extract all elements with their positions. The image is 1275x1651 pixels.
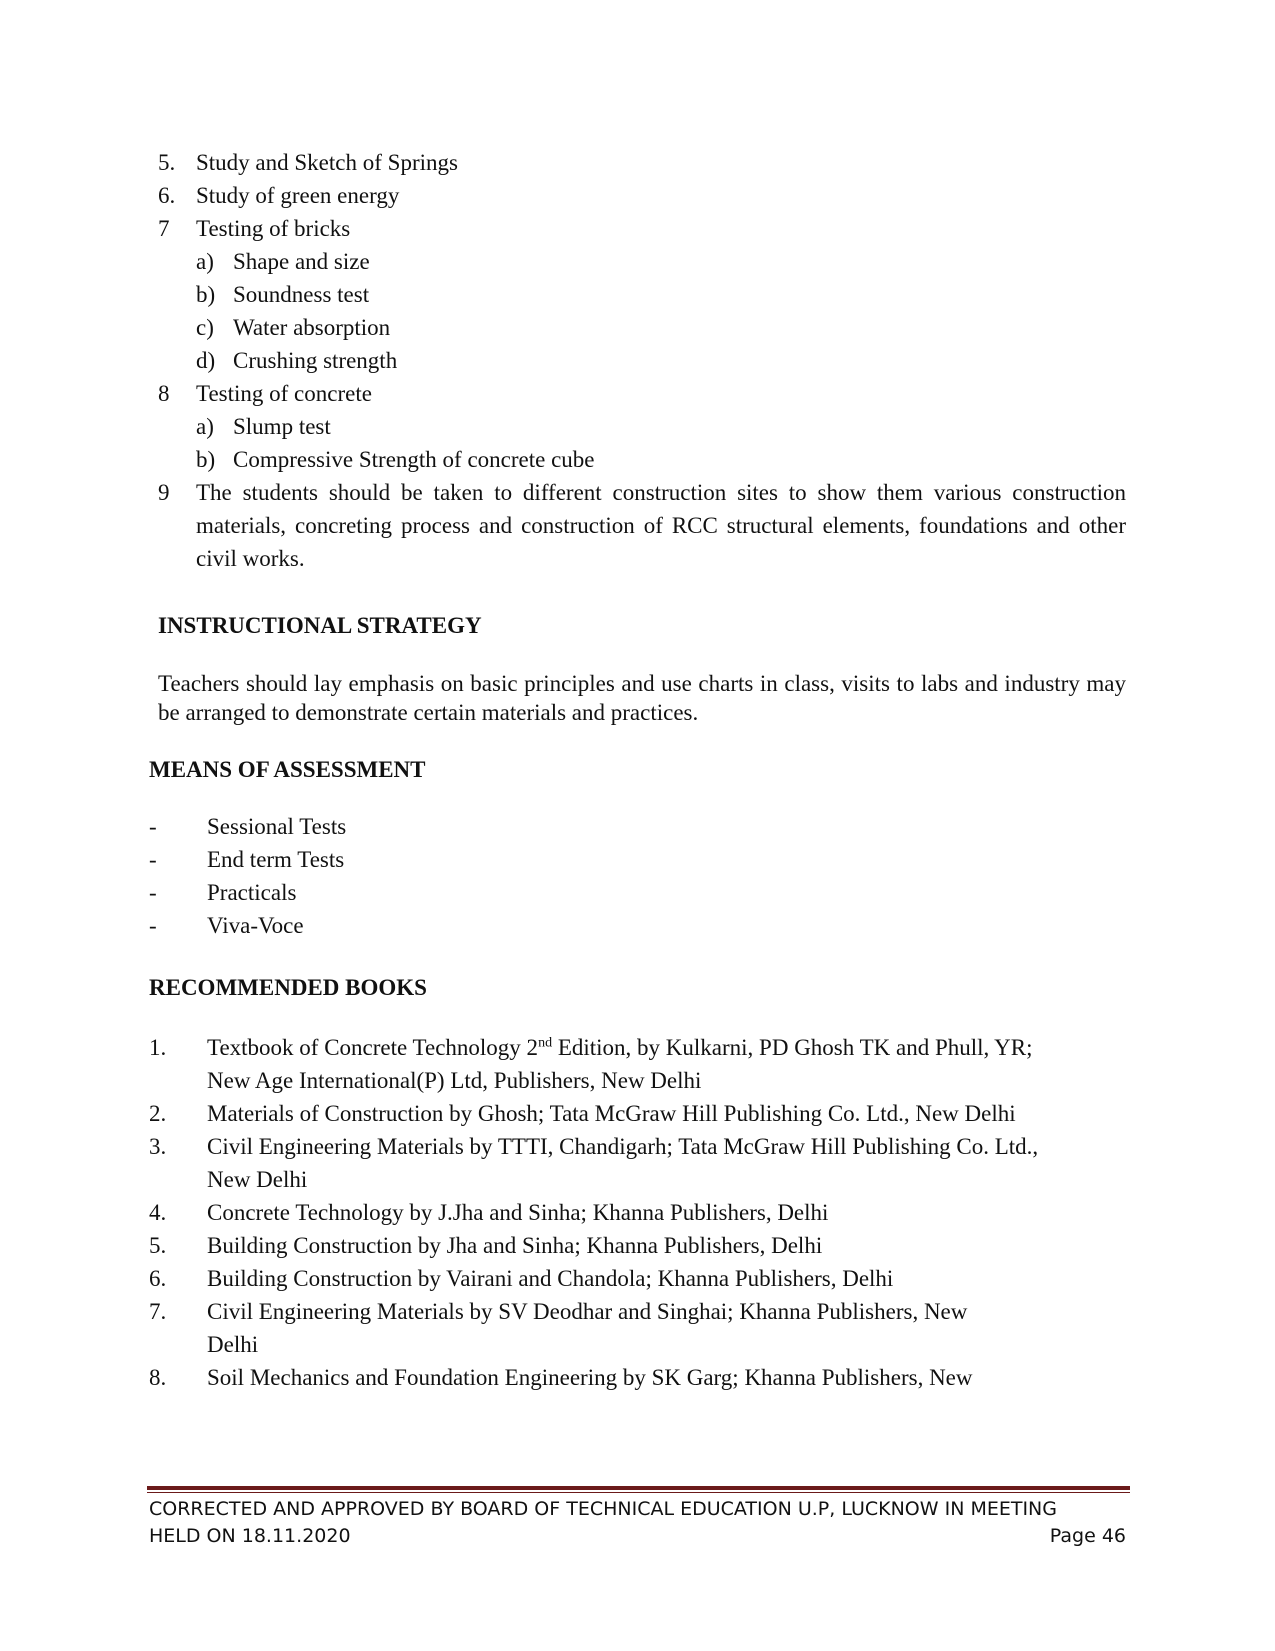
list-item: Study of green energy xyxy=(196,183,400,208)
book-number: 2. xyxy=(149,1101,167,1126)
book-entry: Civil Engineering Materials by TTTI, Chandigarh; Tata McGraw Hill Publishing Co. Ltd., xyxy=(207,1134,1039,1159)
superscript: nd xyxy=(538,1035,553,1051)
book-number: 8. xyxy=(149,1365,167,1390)
list-number: 5. xyxy=(158,150,176,175)
book-entry: Concrete Technology by J.Jha and Sinha; Khanna Publishers, Delhi xyxy=(207,1200,829,1225)
bullet: - xyxy=(149,814,157,839)
footer-approval-line1: CORRECTED AND APPROVED BY BOARD OF TECHNICAL EDUCATION U.P, LUCKNOW IN MEETING xyxy=(149,1498,1057,1520)
list-letter: a) xyxy=(196,414,214,439)
list-item: Slump test xyxy=(233,414,331,439)
list-item: Viva-Voce xyxy=(207,913,304,938)
list-item-paragraph: The students should be taken to different construction sites to show them various construction materials, concreting process and construction of RCC structural elements, foundations and other civil works. xyxy=(196,480,1126,571)
book-entry: Building Construction by Vairani and Chandola; Khanna Publishers, Delhi xyxy=(207,1266,894,1291)
book-number: 7. xyxy=(149,1299,167,1324)
list-item: Sessional Tests xyxy=(207,814,347,839)
list-item: Practicals xyxy=(207,880,297,905)
list-item: Shape and size xyxy=(233,249,370,274)
section-heading-means-of-assessment: MEANS OF ASSESSMENT xyxy=(149,757,426,782)
book-title-part: Textbook of Concrete Technology 2 xyxy=(207,1035,539,1060)
page-number: Page 46 xyxy=(1049,1525,1126,1547)
list-letter: d) xyxy=(196,348,216,373)
book-number: 6. xyxy=(149,1266,167,1291)
footer-divider xyxy=(147,1486,1130,1490)
section-heading-recommended-books: RECOMMENDED BOOKS xyxy=(149,975,427,1000)
list-item: Testing of concrete xyxy=(196,381,372,406)
instructional-strategy-body: Teachers should lay emphasis on basic principles and use charts in class, visits to labs and industry may be arranged to demonstrate certain materials and practices. xyxy=(158,671,1126,725)
list-item: Soundness test xyxy=(233,282,370,307)
list-item: End term Tests xyxy=(207,847,345,872)
list-letter: b) xyxy=(196,447,216,472)
book-entry: Soil Mechanics and Foundation Engineering by SK Garg; Khanna Publishers, New xyxy=(207,1365,973,1390)
bullet: - xyxy=(149,880,157,905)
list-letter: c) xyxy=(196,315,214,340)
bullet: - xyxy=(149,847,157,872)
list-number: 7 xyxy=(158,216,170,241)
list-item: Crushing strength xyxy=(233,348,398,373)
book-number: 3. xyxy=(149,1134,167,1159)
book-entry-continuation: Delhi xyxy=(207,1332,259,1357)
list-number: 6. xyxy=(158,183,176,208)
footer-approval-line2: HELD ON 18.11.2020 xyxy=(149,1525,351,1547)
book-entry: Building Construction by Jha and Sinha; Khanna Publishers, Delhi xyxy=(207,1233,823,1258)
list-item: Compressive Strength of concrete cube xyxy=(233,447,595,472)
book-number: 5. xyxy=(149,1233,167,1258)
book-entry xyxy=(207,1034,1033,1062)
book-entry-continuation: New Age International(P) Ltd, Publishers, New Delhi xyxy=(207,1068,702,1093)
list-number: 8 xyxy=(158,381,170,406)
book-title-part: Edition, by Kulkarni, PD Ghosh TK and Phull, YR; xyxy=(552,1035,1033,1060)
book-entry: Civil Engineering Materials by SV Deodhar and Singhai; Khanna Publishers, New xyxy=(207,1299,968,1324)
book-number: 4. xyxy=(149,1200,167,1225)
list-letter: a) xyxy=(196,249,214,274)
list-item: Study and Sketch of Springs xyxy=(196,150,458,175)
book-number: 1. xyxy=(149,1035,167,1060)
book-entry-continuation: New Delhi xyxy=(207,1167,308,1192)
list-letter: b) xyxy=(196,282,216,307)
list-item: Testing of bricks xyxy=(196,216,351,241)
footer-divider-thin xyxy=(147,1492,1130,1493)
book-entry: Materials of Construction by Ghosh; Tata McGraw Hill Publishing Co. Ltd., New Delhi xyxy=(207,1101,1016,1126)
list-item: Water absorption xyxy=(233,315,391,340)
section-heading-instructional-strategy: INSTRUCTIONAL STRATEGY xyxy=(158,613,482,638)
list-number: 9 xyxy=(158,480,170,505)
bullet: - xyxy=(149,913,157,938)
